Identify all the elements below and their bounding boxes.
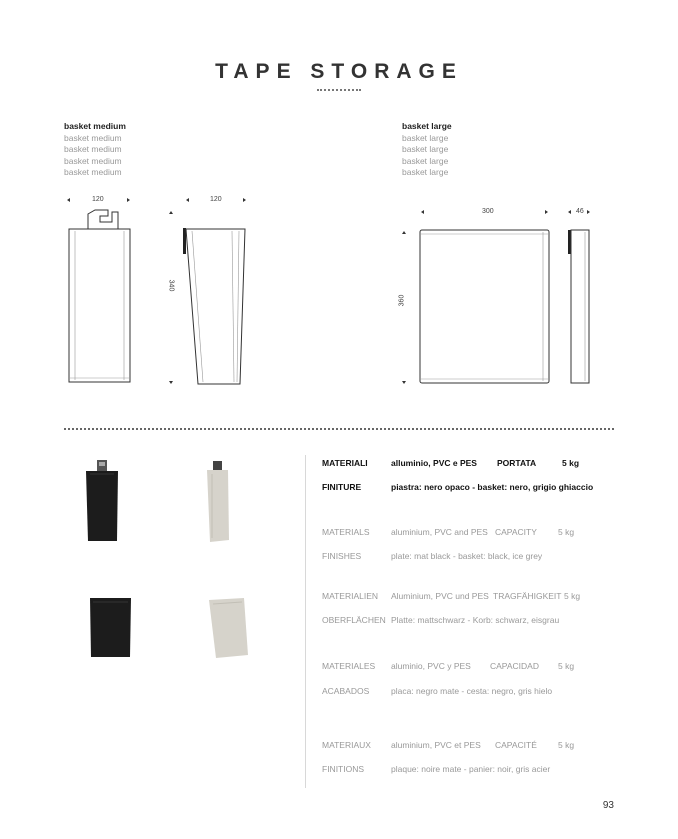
- basket-medium-side-drawing: [169, 198, 246, 384]
- spec-divider: [305, 455, 306, 788]
- spec-finish-value: Platte: mattschwarz - Korb: schwarz, eisgrau: [391, 615, 560, 625]
- basket-medium-label: basket medium: [64, 132, 122, 143]
- basket-large-side-drawing: [568, 210, 590, 383]
- spec-finish-label: OBERFLÄCHEN: [322, 615, 386, 625]
- basket-large-label: basket large: [402, 132, 449, 143]
- spec-capacity-label: PORTATA: [497, 458, 537, 468]
- spec-material-label: MATERIALIEN: [322, 591, 379, 601]
- spec-finish-label: FINITURE: [322, 482, 362, 492]
- spec-finish-label: FINITIONS: [322, 764, 365, 774]
- product-photos: [70, 452, 270, 672]
- dim-large-front-width: 300: [482, 208, 494, 215]
- spec-material-label: MATERIALS: [322, 527, 370, 537]
- spec-finish-value: plaque: noire mate - panier: noir, gris acier: [391, 764, 551, 774]
- dim-large-side-width: 46: [576, 208, 584, 215]
- basket-large-label: basket large: [402, 144, 449, 154]
- spec-finish-label: FINISHES: [322, 551, 362, 561]
- spec-capacity-label: CAPACITY: [495, 527, 537, 537]
- spec-capacity-value: 5 kg: [558, 740, 575, 750]
- spec-material-label: MATERIALES: [322, 661, 376, 671]
- grey-basket-medium-photo: [207, 461, 229, 542]
- basket-large-label: basket large: [402, 121, 452, 131]
- spec-material-value: alluminio, PVC e PES: [391, 458, 477, 468]
- basket-medium-label: basket medium: [64, 121, 126, 131]
- grey-basket-large-photo: [209, 598, 248, 658]
- spec-material-label: MATERIAUX: [322, 740, 371, 750]
- basket-large-label: basket large: [402, 167, 449, 177]
- dim-large-height: 360: [398, 294, 406, 307]
- basket-large-label: basket large: [402, 155, 449, 166]
- spec-material-value: aluminium, PVC et PES: [391, 740, 481, 750]
- dim-medium-side-width: 120: [210, 196, 222, 203]
- basket-medium-label: basket medium: [64, 155, 122, 166]
- spec-finish-value: placa: negro mate - cesta: negro, gris hielo: [391, 686, 553, 696]
- basket-medium-label: basket medium: [64, 144, 122, 154]
- black-basket-medium-photo: [86, 460, 118, 541]
- spec-material-value: aluminio, PVC y PES: [391, 661, 471, 671]
- basket-medium-front-drawing: [67, 198, 130, 382]
- spec-capacity-label: CAPACIDAD: [490, 661, 539, 671]
- spec-material-label: MATERIALI: [322, 458, 368, 468]
- spec-capacity-value: 5 kg: [564, 591, 581, 601]
- dim-medium-height: 340: [167, 279, 175, 292]
- spec-capacity-value: 5 kg: [558, 527, 575, 537]
- basket-medium-label: basket medium: [64, 167, 122, 177]
- dim-medium-front-width: 120: [92, 196, 104, 203]
- spec-finish-value: piastra: nero opaco - basket: nero, grigio ghiaccio: [391, 482, 594, 492]
- black-basket-large-photo: [90, 598, 131, 657]
- spec-capacity-label: CAPACITÉ: [495, 740, 537, 750]
- page-title: TAPE STORAGE: [215, 60, 463, 83]
- spec-capacity-label: TRAGFÄHIGKEIT: [493, 591, 562, 601]
- section-divider: [64, 428, 614, 430]
- spec-finish-value: plate: mat black - basket: black, ice grey: [391, 551, 543, 561]
- spec-capacity-value: 5 kg: [558, 661, 575, 671]
- page-number: 93: [602, 800, 614, 811]
- spec-finish-label: ACABADOS: [322, 686, 370, 696]
- spec-material-value: Aluminium, PVC und PES: [391, 591, 489, 601]
- spec-capacity-value: 5 kg: [562, 458, 580, 468]
- basket-large-front-drawing: [402, 210, 549, 384]
- spec-material-value: aluminium, PVC and PES: [391, 527, 488, 537]
